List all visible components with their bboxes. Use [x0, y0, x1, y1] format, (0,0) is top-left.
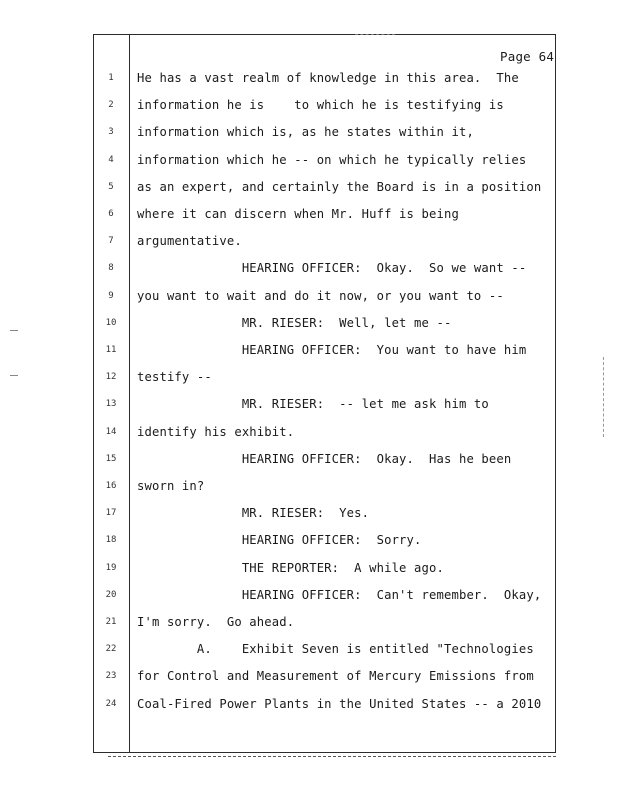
- line-number: 5: [108, 181, 114, 192]
- line-text: A. Exhibit Seven is entitled "Technologies: [137, 642, 534, 657]
- line-text: HEARING OFFICER: Okay. So we want --: [137, 261, 527, 276]
- transcript-line: [0, 533, 618, 553]
- transcript-line: [0, 452, 618, 472]
- transcript-line: [0, 479, 618, 499]
- line-number: 11: [105, 345, 117, 355]
- line-number: 4: [108, 154, 114, 165]
- transcript-line: [0, 506, 618, 526]
- transcript-line: [0, 289, 618, 309]
- line-text: Coal-Fired Power Plants in the United States -- a 2010: [137, 696, 542, 711]
- line-number: 9: [108, 290, 114, 301]
- line-number: 16: [105, 481, 117, 491]
- line-number: 20: [105, 589, 117, 600]
- line-text: HEARING OFFICER: You want to have him: [137, 343, 527, 357]
- line-number: 23: [105, 671, 117, 682]
- line-text: He has a vast realm of knowledge in this area. The: [137, 71, 519, 85]
- line-number: 7: [108, 236, 114, 247]
- line-text: identify his exhibit.: [137, 424, 295, 439]
- transcript-line: [0, 669, 618, 689]
- transcript-line: [0, 71, 618, 91]
- line-number: 19: [105, 562, 117, 573]
- line-text: sworn in?: [137, 479, 205, 493]
- line-text: testify --: [137, 370, 212, 385]
- transcript-line: [0, 615, 618, 635]
- line-text: information which he -- on which he typically relies: [137, 152, 527, 167]
- line-number: 13: [105, 399, 117, 410]
- line-text: where it can discern when Mr. Huff is being: [137, 207, 459, 221]
- transcript-line: [0, 316, 618, 336]
- line-text: HEARING OFFICER: Sorry.: [137, 533, 422, 548]
- line-text: information which is, as he states within it,: [137, 125, 474, 140]
- transcript-line: [0, 343, 618, 363]
- line-number: 17: [105, 508, 117, 519]
- transcript-line: [0, 207, 618, 227]
- page-number: Page 64: [500, 49, 555, 64]
- line-text: argumentative.: [137, 234, 242, 249]
- line-text: MR. RIESER: Yes.: [137, 506, 370, 521]
- transcript-line: [0, 125, 618, 145]
- line-text: information he is to which he is testifying is: [137, 98, 504, 113]
- line-number: 12: [105, 372, 117, 383]
- line-text: HEARING OFFICER: Okay. Has he been: [137, 451, 512, 466]
- line-text: for Control and Measurement of Mercury Emissions from: [137, 669, 534, 684]
- line-text: you want to wait and do it now, or you want to --: [137, 288, 504, 303]
- scan-mark-top: [355, 34, 395, 35]
- line-number: 3: [108, 127, 114, 138]
- line-number: 6: [108, 209, 114, 219]
- transcript-line: [0, 98, 618, 118]
- transcript-line: [0, 588, 618, 608]
- line-number: 21: [105, 617, 117, 627]
- transcript-line: [0, 397, 618, 417]
- line-text: MR. RIESER: -- let me ask him to: [137, 397, 489, 412]
- transcript-line: [0, 370, 618, 390]
- transcript-line: [0, 180, 618, 200]
- line-number: 15: [105, 453, 117, 464]
- line-number: 10: [105, 317, 117, 328]
- line-number: 8: [108, 263, 114, 274]
- line-number: 2: [108, 100, 114, 111]
- transcript-line: [0, 561, 618, 581]
- scan-mark-bottom: [108, 756, 556, 757]
- line-number: 24: [105, 698, 117, 709]
- line-text: HEARING OFFICER: Can't remember. Okay,: [137, 587, 542, 602]
- line-text: MR. RIESER: Well, let me --: [137, 315, 452, 330]
- line-number: 1: [108, 73, 114, 83]
- transcript-line: [0, 425, 618, 445]
- transcript-line: [0, 261, 618, 281]
- line-number: 18: [105, 535, 117, 546]
- line-text: I'm sorry. Go ahead.: [137, 615, 295, 629]
- transcript-line: [0, 153, 618, 173]
- line-number: 22: [105, 644, 117, 655]
- line-text: THE REPORTER: A while ago.: [137, 560, 444, 575]
- transcript-line: [0, 697, 618, 717]
- line-number: 14: [105, 426, 117, 437]
- transcript-line: [0, 642, 618, 662]
- transcript-line: [0, 234, 618, 254]
- line-text: as an expert, and certainly the Board is in a position: [137, 179, 542, 194]
